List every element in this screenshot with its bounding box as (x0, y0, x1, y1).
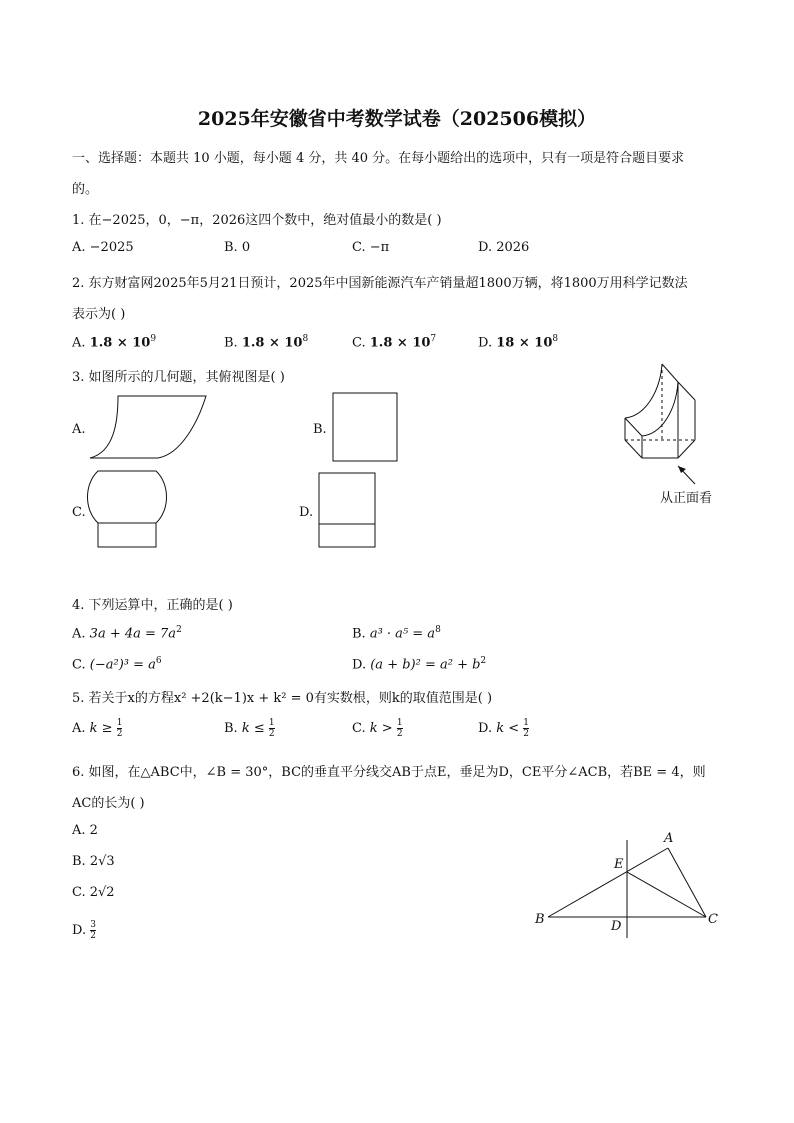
q2-stem-line1: 2. 东方财富网2025年5月21日预计，2025年中国新能源汽车产销量超1800万辆，将1800万用科学记数法 (72, 276, 688, 291)
point-d-label: D (611, 919, 622, 934)
q2-option-a: A. $1.8 \times 10^9$ (72, 334, 157, 351)
q3-option-a-label: A. (72, 422, 86, 437)
section-instructions-line2: 的。 (72, 182, 99, 197)
q6-option-b: B. 2√3 (72, 854, 115, 869)
q4-stem: 4. 下列运算中，正确的是( ) (72, 598, 233, 613)
section-instructions-line1: 一、选择题：本题共 10 小题，每小题 4 分，共 40 分。在每小题给出的选项中，只有一项是符合题目要求 (72, 151, 685, 166)
q4-option-b: B. $a^3 \cdot a^5 = a^8$ (352, 625, 441, 642)
q3-stem: 3. 如图所示的几何题，其俯视图是( ) (72, 370, 285, 385)
q3-option-c-figure (88, 470, 168, 550)
q2-option-c: C. $1.8 \times 10^7$ (352, 334, 437, 351)
point-b-label: B (535, 912, 545, 927)
q5-option-d: D. k < $\frac{1}{2}$ (478, 718, 530, 739)
q3-option-a-figure (86, 392, 211, 462)
page-title: 2025年安徽省中考数学试卷（202506模拟） (197, 108, 597, 130)
q1-option-b: B. 0 (224, 240, 251, 255)
q3-option-c-label: C. (72, 505, 86, 520)
q3-option-b-label: B. (313, 422, 327, 437)
q1-option-a: A. −2025 (72, 240, 134, 255)
q6-option-c: C. 2√2 (72, 885, 115, 900)
q3-option-b-figure (332, 392, 402, 464)
q6-option-d: D. $\frac{3}{2}$ (72, 920, 96, 941)
q6-stem-line2: AC的长为( ) (72, 796, 145, 811)
q3-option-d-label: D. (299, 505, 314, 520)
q5-option-a: A. k ≥ $\frac{1}{2}$ (72, 718, 123, 739)
q4-option-d: D. $(a + b)^2 = a^2 + b^2$ (352, 656, 487, 673)
q3-solid-figure (620, 360, 710, 500)
q1-option-d: D. 2026 (478, 240, 530, 255)
q6-option-a: A. 2 (72, 823, 98, 838)
q6-triangle-figure (530, 830, 730, 940)
q6-stem-line1: 6. 如图，在△ABC中，∠B = 30°，BC的垂直平分线交AB于点E，垂足为D，CE平分∠ACB，若BE = 4，则 (72, 765, 706, 780)
q5-option-b: B. k ≤ $\frac{1}{2}$ (224, 718, 275, 739)
point-c-label: C (708, 912, 718, 927)
q2-option-d: D. $18 \times 10^8$ (478, 334, 559, 351)
q4-option-a: A. $3a + 4a = 7a^2$ (72, 625, 182, 642)
point-a-label: A (664, 831, 674, 846)
point-e-label: E (614, 857, 624, 872)
q3-option-d-figure (318, 472, 378, 550)
q5-stem: 5. 若关于x的方程x² +2(k−1)x + k² = 0有实数根，则k的取值范围是( ) (72, 691, 493, 706)
q1-stem: 1. 在−2025，0，−π，2026这四个数中，绝对值最小的数是( ) (72, 213, 442, 228)
q4-option-c: C. $(-a^2)^3 = a^6$ (72, 656, 162, 673)
q3-view-label: 从正面看 (660, 491, 713, 506)
q2-stem-line2: 表示为( ) (72, 307, 126, 322)
q5-option-c: C. k > $\frac{1}{2}$ (352, 718, 403, 739)
q1-option-c: C. −π (352, 240, 390, 255)
q2-option-b: B. $1.8 \times 10^8$ (224, 334, 309, 351)
